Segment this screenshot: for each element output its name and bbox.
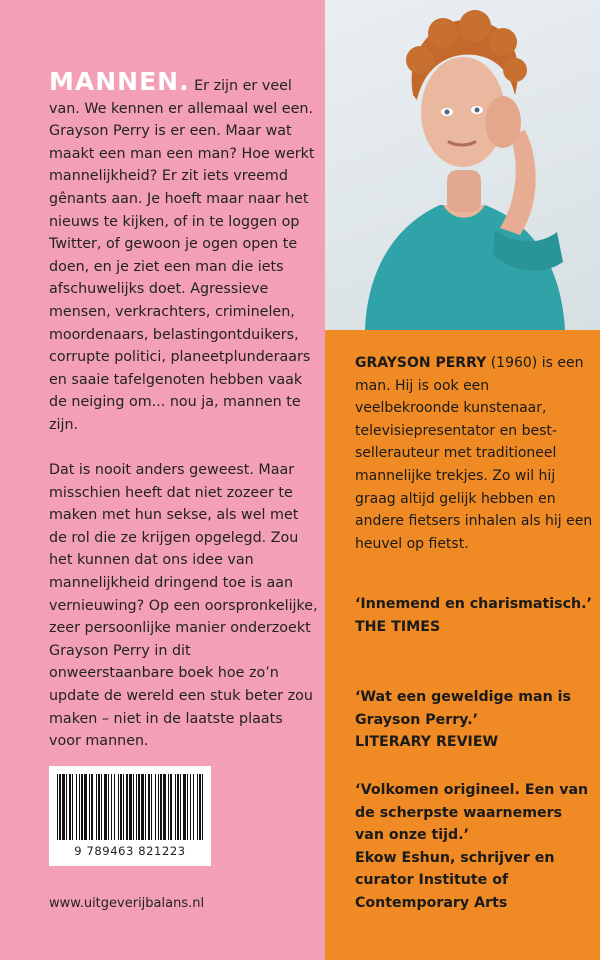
- blurb-paragraph-2: Dat is nooit anders geweest. Maar misschien heeft dat niet zozeer te maken met hun sekse, als wel met de rol die ze krijgen opgelegd. Zou het kunnen dat ons idee van mannelijkheid dringend toe is aan vernieuwing? Op een oorspronkelijke, zeer persoonlijke manier onderzoekt Grayson Perry in dit onweerstaanbare boek hoe zo’n update de wereld een stuk beter zou maken – niet in de laatste plaats voor mannen.: [49, 462, 318, 750]
- publisher-website: www.uitgeverijbalans.nl: [49, 896, 205, 911]
- author-photo: [325, 0, 600, 330]
- review-quote: [355, 686, 595, 754]
- author-bio-text: is een man. Hij is ook een veelbekroonde kunstenaar, televisiepresentator en best-sellerauteur met traditioneel mannelijke trekjes. Zo wil hij graag altijd gelijk hebben en andere fietsers inhalen als hij een heuvel op fietst.: [355, 355, 593, 552]
- isbn-number: 9 789463 821223: [74, 844, 186, 858]
- author-name: GRAYSON PERRY: [355, 355, 487, 371]
- review-quote: [355, 593, 595, 638]
- review-quote-text: ‘Innemend en charismatisch.’: [355, 596, 592, 612]
- author-bio: [355, 352, 595, 555]
- review-quote-text: ‘Volkomen origineel. Een van de scherpste waarnemers van onze tijd.’: [355, 782, 589, 844]
- back-cover-right-panel: [325, 0, 600, 960]
- barcode-bars: [55, 774, 205, 842]
- blurb-lead-word: MANNEN.: [49, 67, 190, 96]
- author-birth-year: (1960): [490, 355, 538, 371]
- blurb-paragraph-1: [49, 67, 319, 437]
- review-quote-source: Ekow Eshun, schrijver en curator Institute of Contemporary Arts: [355, 849, 555, 911]
- review-quote-source: LITERARY REVIEW: [355, 734, 499, 751]
- blurb-paragraph-1-text: Er zijn er veel van. We kennen er allemaal wel een. Grayson Perry is er een. Maar wat maakt een man een man? Hoe werkt mannelijkheid? Er zit iets vreemd gênants aan. Je hoeft maar naar het nieuws te kijken, of in te loggen op Twitter, of gewoon je ogen open te doen, en je ziet een man die iets afschuwelijks doet. Agressieve mensen, verkrachters, criminelen, moordenaars, belastingontduikers, corrupte politici, planeetplunderaars en saaie tafelgenoten hebben vaak de neiging om... nou ja, mannen te zijn.: [49, 78, 315, 433]
- review-quote: [355, 779, 595, 915]
- review-quote-source: THE TIMES: [355, 618, 441, 635]
- blurb-text: [49, 67, 319, 753]
- isbn-barcode: [49, 766, 211, 866]
- review-quote-text: ‘Wat een geweldige man is Grayson Perry.’: [355, 689, 571, 728]
